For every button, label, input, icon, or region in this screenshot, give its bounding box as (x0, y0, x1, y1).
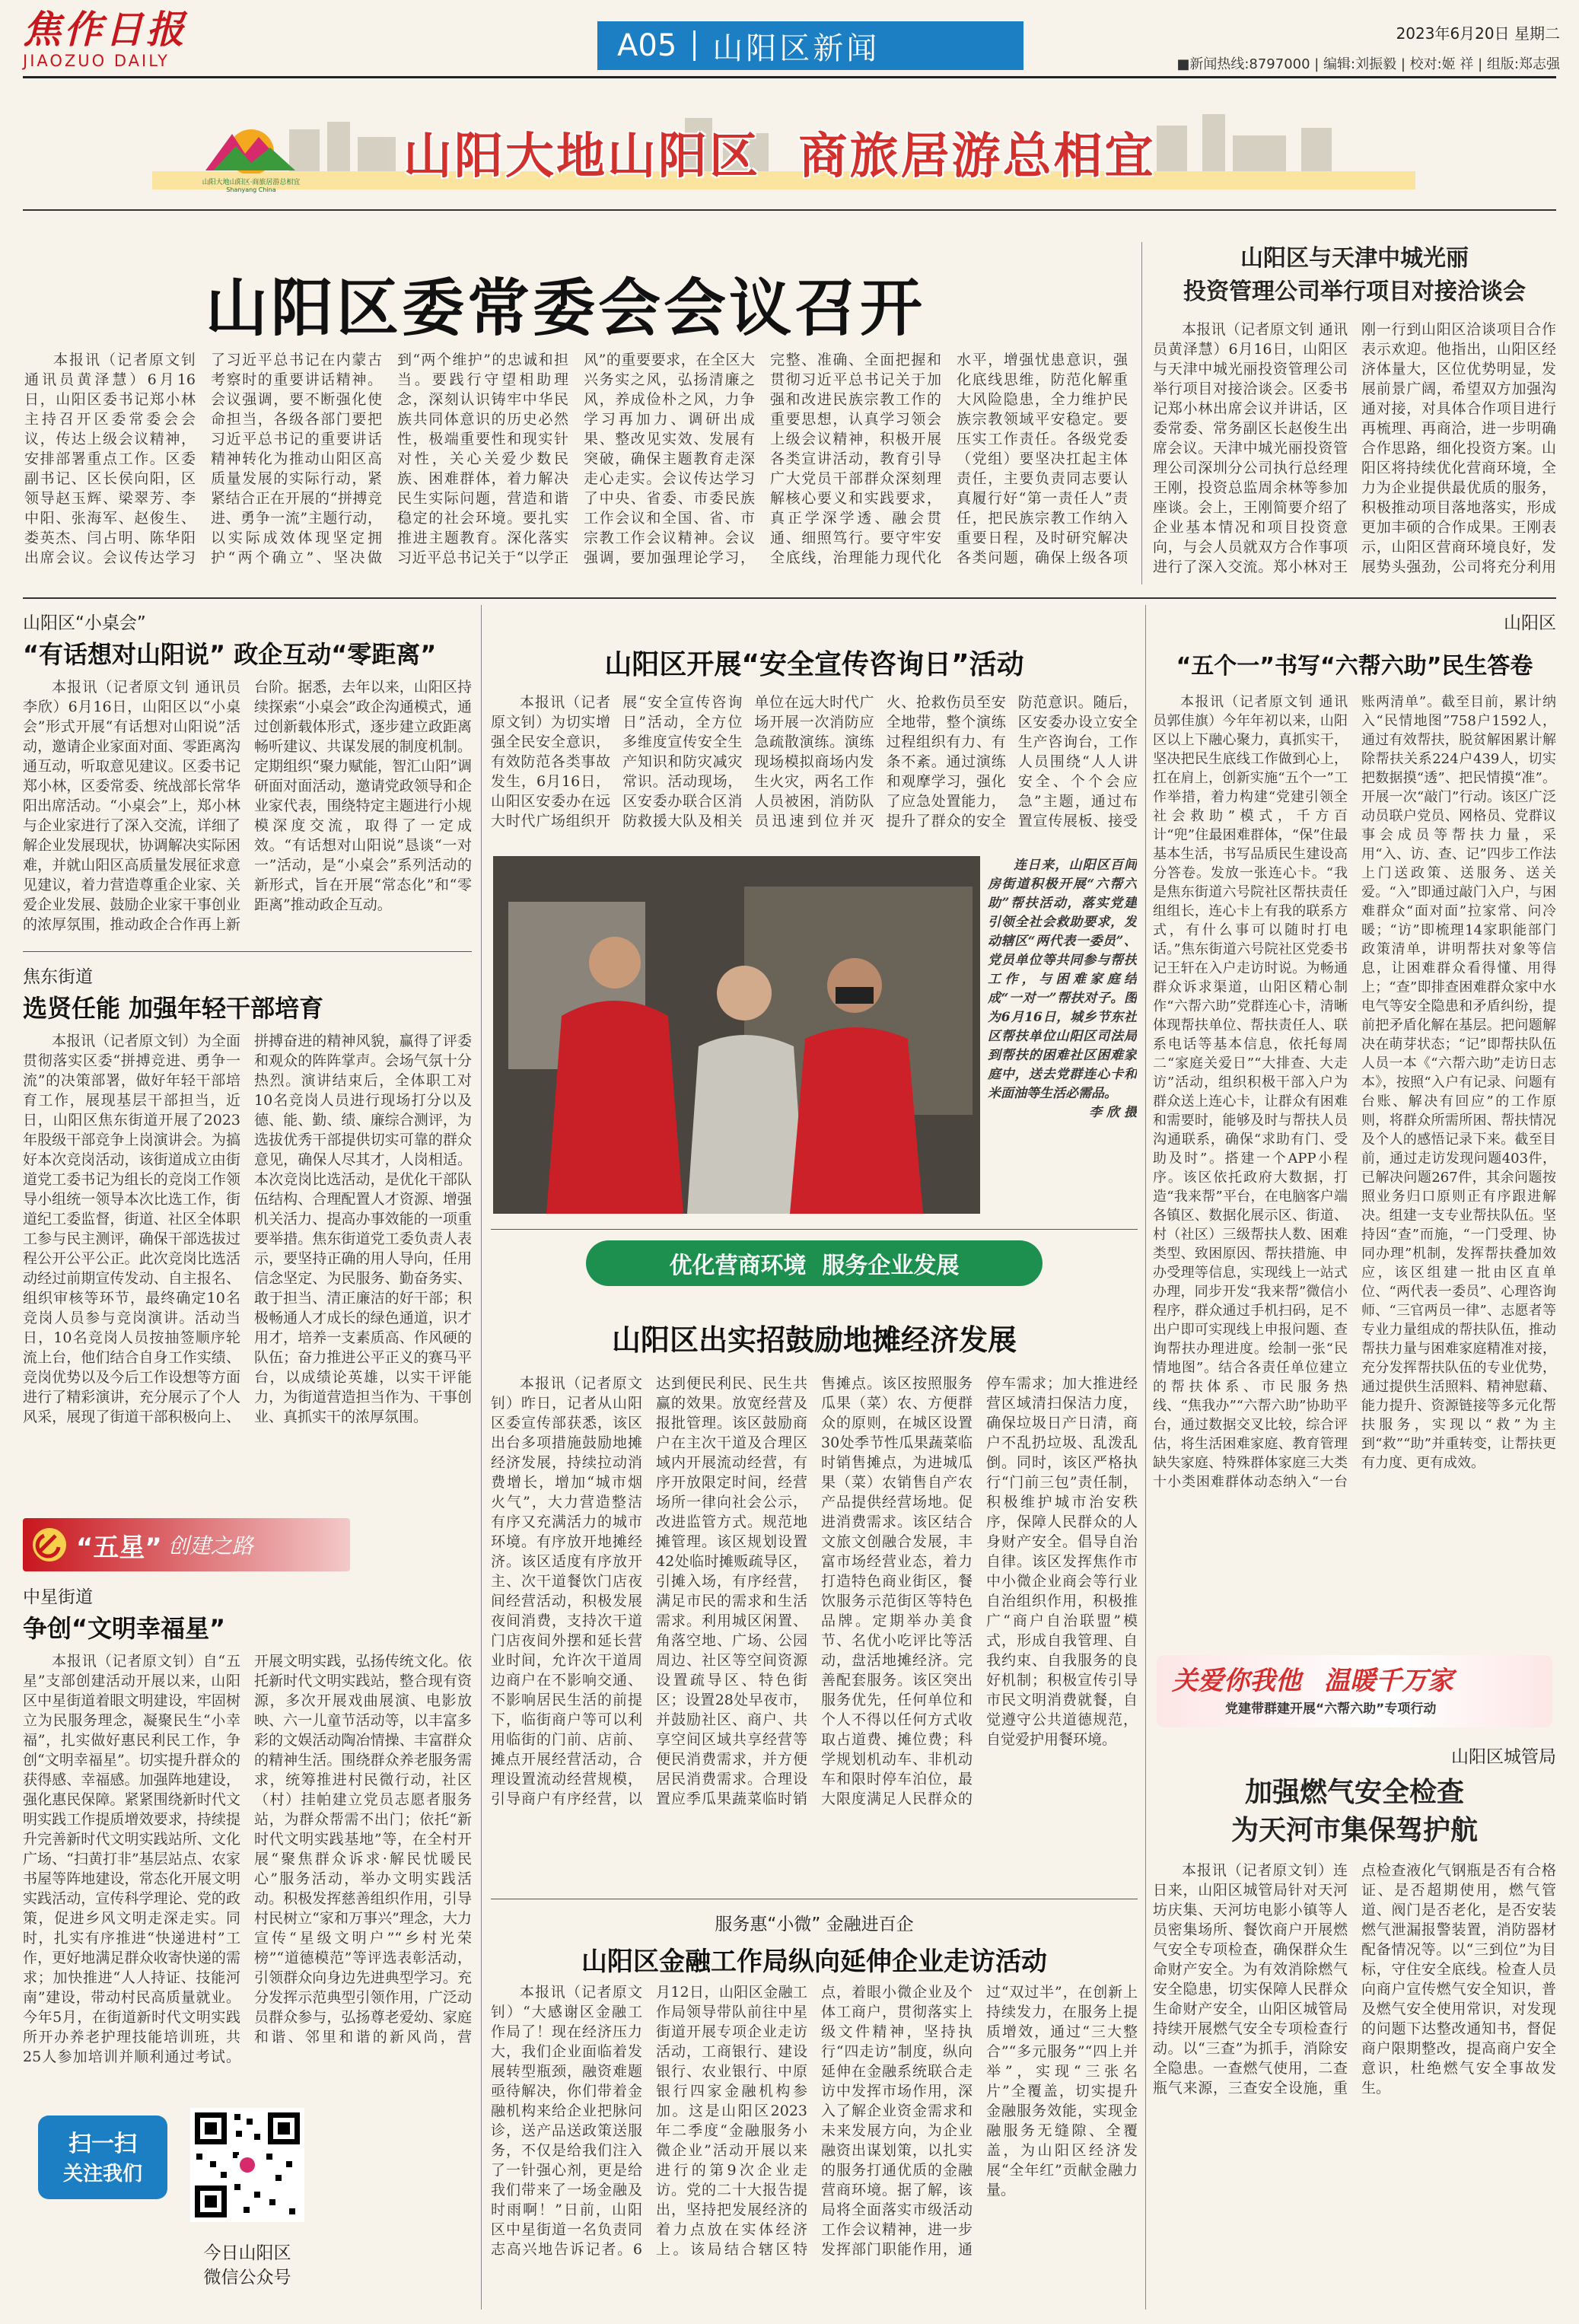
care-badge-main (1172, 1660, 1453, 1697)
desk-text: 本报讯（记者原文钊 通讯员李欣）6月16日，山阳区以“小桌会”形式开展“有话想对山阳说”活动，邀请企业家面对面、零距离沟通互动，听取意见建议。区委书记郑小林，区委常委、统战部长常华阳出席活动。“小桌会”上，郑小林与企业家进行了深入交流，详细了解企业发展现状，协调解决实际困难，并就山阳区高质量发展征求意见建议，着力营造尊重企业家、关爱企业发展、鼓励企业家干事创业的浓厚氛围，推动政企合作再上新台阶。据悉，去年以来，山阳区持续探索“小桌会”政企沟通模式，通过创新载体形式，逐步建立政距离畅听建议、共谋发展的制度机制。定期组织“聚力赋能，智汇山阳”调研面对面活动，邀请党政领导和企业家代表，围绕特定主题进行小规模深度交流，取得了一定成效。“有话想对山阳说”恳谈“一对一”活动，是“小桌会”系列活动的新形式，旨在开展“常态化”和“零距离”推动政企互动。 (23, 679, 472, 933)
column-divider (1145, 605, 1146, 2310)
five-star-kicker: 中星街道 (23, 1587, 93, 1607)
finance-text: 本报讯（记者原文钊）“大感谢区金融工作局了！现在经济压力大，我们企业面临着发展转型瓶颈，融资难题亟待解决，你们带着金融机构来给企业把脉问诊，送产品送政策送服务，不仅是给我们注入了一针强心剂，更是给我们带来了一场金融及时雨啊！”日前，山阳区中星街道一名负责同志高兴地告诉记者。6月12日，山阳区金融工作局领导带队前往中星街道开展专项企业走访活动，工商银行、建设银行、农业银行、中原银行四家金融机构参加。这是山阳区2023年二季度“金融服务小微企业”活动开展以来进行的第9次企业走访。党的二十大报告提出，坚持把发展经济的着力点放在实体经济上。该局结合辖区特点，着眼小微企业及个体工商户，贯彻落实上级文件精神，坚持执行“四走访”制度，纵向延伸在金融系统联合走访中发挥市场作用，深入了解企业资金需求和未来发展方向，为企业融资出谋划策，以扎实的服务打通优质的金融营商环境。据了解，该局将全面落实市级活动工作会议精神，进一步发挥部门职能作用，通过“双过半”，在创新上持续发力，在服务上提质增效，通过“三大整合”“多元服务”“四上并举”，实现“三张名片”全覆盖，切实提升金融服务效能，实现金融服务无缝隙、全覆盖，为山阳区经济发展“全年红”贡献金融力量。 (491, 1984, 1138, 2258)
page-number-badge (597, 21, 1023, 70)
five-star-title: 争创“文明幸福星” (23, 1614, 226, 1643)
banner-rule (23, 209, 1556, 211)
five-one-text: 本报讯（记者原文钊 通讯员郭佳旗）今年年初以来，山阳区以上下融心聚力，真抓实干，坚决把民生底线工作做到心上，扛在肩上，创新实施“五个一”工作举措，着力构建“党建引领全社会救助”模式，千方百计“兜”住最困难群体，“保”住最基本生活，书写品质民生建设高分答卷。发放一张连心卡。“我是焦东街道六号院社区帮扶责任组组长，连心卡上有我的联系方式，有什么事可以随时打电话。”焦东街道六号院社区党委书记王轩在入户走访时说。为畅通群众诉求渠道，山阳区精心制作“六帮六助”党群连心卡，清晰体现帮扶单位、帮扶责任人、联系电话等基本信息，依托每周二“家庭关爱日”“大排查、大走访”活动，组织积极干部入户为群众送上连心卡，让群众有困难和需要时，能够及时与帮扶人员沟通联系，确保“求助有门、受助及时”。搭建一个APP小程序。该区依托政府大数据，打造“我来帮”平台，在电脑客户端各镇区、数据化展示区、街道、村（社区）三级帮扶人数、困难类型、致困原因、帮扶措施、申办受理等信息，实现线上一站式办理，同步开发“我来帮”微信小程序，群众通过手机扫码，足不出户即可实现线上申报问题、查询帮扶办理进度。绘制一张“民情地图”。结合各责任单位建立的帮扶体系、市民服务热线、“焦我办”“六帮六助”协助平台，通过数据交叉比较，综合评估，将生活困难家庭、教育管理缺失家庭、特殊群体家庭三大类十小类困难群体动态纳入“一台账两清单”。截至目前，累计纳入“民情地图”758户1592人，通过有效帮扶，脱贫解困累计解除帮扶关系224户439人，切实把数据摸“透”、把民情摸“准”。开展一次“敲门”行动。该区广泛动员联户党员、网格员、党群议事会成员等帮扶力量，采用“入、访、查、记”四步工作法上门送政策、送服务、送关爱。“入”即通过敲门入户，与困难群众“面对面”拉家常、问冷暖；“访”即梳理14家职能部门政策清单，讲明帮扶对象等信息，让困难群众看得懂、用得上；“查”即排查困难群众家中水电气等安全隐患和矛盾纠纷，提前把矛盾化解在基层。把问题解决在萌芽状态；“记”即帮扶队伍人员一本《“六帮六助”走访日志本》，按照“入户有记录、问题有台账、解决有回应”的工作原则，将群众所需所困、帮扶情况及个人的感悟记录下来。截至目前，通过走访发现问题403件，已解决问题267件，其余问题按照业务归口原则正有序跟进解决。组建一支专业帮扶队伍。坚持因“查”而施，“一门受理、协同办理”机制，发挥帮扶叠加效应，该区组建一批由区直单位、“两代表一委员”、心理咨询师、“三官两员一律”、志愿者等专业力量组成的帮扶队伍，推动帮扶力量与困难家庭精准对接，充分发挥帮扶队伍的专业优势，通过提供生活照料、精神慰藉、能力提升、资源链接等多元化帮扶服务，实现以“救”为主到“救”“助”并重转变，让帮扶更有力度、更有成效。 (1153, 694, 1556, 1490)
qr-block (23, 2100, 342, 2306)
safety-text: 本报讯（记者原文钊）为切实增强全民安全意识，有效防范各类事故发生，6月16日，山阳区安委办在远大时代广场组织开展“安全宣传咨询日”活动，全方位多维度宣传安全生产知识和防灾减灾常识。活动现场，区安委办联合区消防救援大队及相关单位在远大时代广场开展一次消防应急疏散演练。演练现场模拟商场内发生火灾，两名工作人员被困，消防队员迅速到位并灭火、抢救伤员至安全地带，整个演练过程组织有力、有条不紊。通过演练和观摩学习，强化了应急处置能力，提升了群众的安全防范意识。随后，区安委办设立安全生产咨询台，工作人员围绕“人人讲安全、个个会应急”主题，通过布置宣传展板、接受 (491, 694, 1138, 829)
qr-label-line-2: 微信公众号 (203, 2268, 291, 2287)
qr-label (137, 2241, 358, 2290)
qr-scan-line-2: 关注我们 (62, 2163, 142, 2186)
photo-caption (988, 856, 1137, 1214)
main-article-title: 山阳区委常委会会议召开 (205, 272, 926, 345)
youth-title: 选贤任能 加强年轻干部培育 (23, 994, 324, 1023)
issue-date: 2023年6月20日 星期二 (1396, 24, 1560, 43)
masthead-rule (23, 76, 1556, 78)
youth-body (23, 1031, 472, 1503)
qr-scan-badge (38, 2115, 167, 2199)
business-env-badge-text: 优化营商环境 服务企业发展 (669, 1253, 960, 1279)
qr-label-line-1: 今日山阳区 (203, 2243, 291, 2263)
section-name: 山阳区新闻 (712, 30, 880, 66)
gas-title-line-1: 加强燃气安全检查 (1244, 1776, 1464, 1808)
safety-title: 山阳区开展“安全宣传咨询日”活动 (604, 649, 1024, 680)
editor-credits: ■新闻热线:8797000 | 编辑:刘振毅 | 校对:姬 祥 | 组版:郑志强 (1176, 56, 1560, 72)
youth-kicker: 焦东街道 (23, 967, 93, 987)
tianjin-title-line-2: 投资管理公司举行项目对接洽谈会 (1183, 279, 1526, 305)
news-photo (493, 856, 980, 1214)
care-badge-a: 关爱你我他 (1172, 1666, 1301, 1696)
desk-title: “有话想对山阳说” 政企互动“零距离” (23, 640, 437, 669)
volunteers-photo-icon (493, 856, 980, 1214)
business-env-text: 本报讯（记者原文钊）昨日，记者从山阳区委宣传部获悉，该区出台多项措施鼓励地摊经济发展，持续拉动消费增长，增加“城市烟火气”，大力营造整洁有序又充满活力的城市环境。有序放开地摊经济。该区适度有序放开主、次干道餐饮门店夜间经营活动，积极发展夜间消费，支持次干道门店夜间外摆和延长营业时间，允许次干道周边商户在不影响交通、不影响居民生活的前提下，临街商户等可以利用临街的门前、店前、摊点开展经营活动，合理设置流动经营规模，引导商户有序经营，以达到便民利民、民生共赢的效果。放宽经营及报批管理。该区鼓励商户在主次干道及合理区域内开展流动经营，有序开放限定时间，经营场所一律向社会公示，改进监管方式。规范地摊管理。该区规划设置42处临时摊贩疏导区，引摊入场，有序经营，满足市民的需求和生活需求。利用城区闲置、角落空地、广场、公园周边、社区等空间资源设置疏导区、特色街区；设置28处早夜市，并鼓励社区、商户、共享空间区域共享经营等便民消费需求，并方便居民消费需求。合理设置应季瓜果蔬菜临时销售摊点。该区按照服务瓜果（菜）农、方便群众的原则，在城区设置30处季节性瓜果蔬菜临时销售摊点，为进城瓜果（菜）农销售自产农产品提供经营场地。促进消费需求。该区结合文旅文创融合发展，丰富市场经营业态，着力打造特色商业街区，餐饮服务示范街区等特色品牌。定期举办美食节、名优小吃评比等活动，盘活地摊经济。完善配套服务。该区突出服务优先，任何单位和个人不得以任何方式收取占道费、摊位费；科学规划机动车、非机动车和限时停车泊位，最大限度满足人民群众的停车需求；加大推进经营区域清扫保洁力度，确保垃圾日产日清，商户不乱扔垃圾、乱泼乱倒。同时，该区严格执行“门前三包”责任制，积极维护城市治安秩序，保障人民群众的人身财产安全。倡导自治自律。该区发挥焦作市中小微企业商会等行业自治组织作用，积极推广“商户自治联盟”模式，形成自我管理、自我约束、自我服务的良好机制；积极宣传引导市民文明消费就餐，自觉遵守公共道德规范，自觉爱护用餐环境。 (491, 1375, 1138, 1807)
finance-body (491, 1982, 1138, 2294)
gas-title-line-2: 为天河市集保驾护航 (1230, 1814, 1478, 1846)
desk-kicker: 山阳区“小桌会” (23, 613, 146, 633)
youth-text: 本报讯（记者原文钊）为全面贯彻落实区委“拼搏竞进、勇争一流”的决策部署，做好年轻干部培育工作，展现基层干部担当，近日，山阳区焦东街道开展了2023年股级干部竞争上岗演讲会。为搞好本次竞岗活动，该街道成立由街道党工委书记为组长的竞岗工作领导小组统一领导本次比选工作，街道纪工委监督，街道、社区全体职工参与民主测评，确保干部选拔过程公开公平公正。此次竞岗比选活动经过前期宣传发动、自主报名、组织审核等环节，最终确定10名竞岗人员参与竞岗演讲。活动当日，10名竞岗人员按抽签顺序轮流上台，他们结合自身工作实绩、竞岗优势以及今后工作设想等方面进行了精彩演讲，充分展示了个人风采，展现了街道干部积极向上、拼搏奋进的精神风貌，赢得了评委和观众的阵阵掌声。会场气氛十分热烈。演讲结束后，全体职工对10名竞岗人员进行现场打分以及德、能、勤、绩、廉综合测评，为选拔优秀干部提供切实可靠的群众意见，确保人尽其才，人岗相适。本次竞岗比选活动，是优化干部队伍结构、合理配置人才资源、增强机关活力、提高办事效能的一项重要举措。焦东街道党工委负责人表示，要坚持正确的用人导向，任用信念坚定、为民服务、勤奋务实、敢于担当、清正廉洁的好干部；积极畅通人才成长的绿色通道，识才用才，培养一支素质高、作风硬的队伍；奋力推进公平正义的赛马平台，以成绩论英雄，以实干评能力，为街道营造担当作为、干事创业、真抓实干的浓厚氛围。 (23, 1033, 472, 1425)
page-number: A05 (617, 28, 677, 63)
photo-caption-text: 连日来，山阳区百间房街道积极开展“六帮六助”帮扶活动，落实党建引领全社会救助要求，发动辖区“两代表一委员”、党员单位等共同参与帮扶工作，与困难家庭结成“一对一”帮扶对子。图为6月16日，城乡节东社区帮扶单位山阳区司法局到帮扶的困难社区困难家庭中，送去党群连心卡和米面油等生活必需品。 (988, 858, 1137, 1101)
care-badge-b: 温暖千万家 (1323, 1666, 1453, 1696)
business-env-body (491, 1374, 1138, 1883)
tianjin-title-line-1: 山阳区与天津中城光丽 (1240, 245, 1469, 272)
column-divider (481, 605, 482, 2310)
mountain-emblem-icon (198, 120, 304, 174)
photo-author: 李 欣 摄 (1089, 1105, 1137, 1120)
five-one-kicker: 山阳区 (1504, 613, 1556, 633)
main-article-text: 本报讯（记者原文钊 通讯员黄泽慧）6月16日，山阳区委书记郑小林主持召开区委常委会会议，传达上级会议精神，安排部署重点工作。区委副书记、区长侯向阳，区领导赵玉辉、梁翠芳、李中阳、张海军、赵俊生、娄英杰、闫占明、陈华阳出席会议。会议传达学习了习近平总书记在内蒙古考察时的重要讲话精神。会议强调，要不断强化使命担当，各级各部门要把习近平总书记的重要讲话精神转化为推动山阳区高质量发展的实际行动，紧紧结合正在开展的“拼搏竞进、勇争一流”主题行动，以实际成效体现坚定拥护“两个确立”、坚决做到“两个维护”的忠诚和担当。要践行守望相助理念，深刻认识铸牢中华民族共同体意识的历史必然性，极端重要性和现实针对性，关心关爱少数民族、困难群体，着力解决民生实际问题，营造和谐稳定的社会环境。要扎实推进主题教育。深化落实习近平总书记关于“以学正风”的重要要求，在全区大兴务实之风，弘扬清廉之风，养成俭朴之风，力争学习再加力、调研出成果、整改见实效、发展有突破，确保主题教育走深走心走实。会议传达学习了中央、省委、市委民族工作会议和全国、省、市宗教工作会议精神。会议强调，要加强理论学习，完整、准确、全面把握和贯彻习近平总书记关于加强和改进民族宗教工作的重要思想，认真学习领会上级会议精神，积极开展各类宣讲活动，教育引导广大党员干部群众深刻理解核心要义和实践要求，真正学深学透、融会贯通、细照笃行。要守牢安全底线，治理能力现代化水平，增强忧患意识，强化底线思维，防范化解重大风险隐患，全力维护民族宗教领域平安稳定。要压实工作责任。各级党委（党组）要坚决扛起主体责任，主要负责同志要认真履行好“第一责任人”责任，把民族宗教工作纳入重要日程，及时研究解决各类问题，确保上级各项 (24, 352, 1128, 566)
desk-body (23, 677, 472, 944)
five-star-body (23, 1651, 472, 2085)
masthead (0, 0, 1579, 114)
section-rule (23, 597, 1556, 599)
gas-kicker: 山阳区城管局 (1451, 1747, 1556, 1767)
gas-body (1153, 1861, 1556, 2302)
qr-code-icon[interactable] (190, 2108, 304, 2222)
finance-kicker: 服务惠“小微” 金融进百企 (715, 1915, 914, 1934)
safety-body (491, 692, 1138, 837)
banner-slogan: 山阳大地山阳区 商旅居游总相宜 (403, 129, 1156, 185)
desk-rule (23, 951, 472, 952)
gas-text: 本报讯（记者原文钊）连日来，山阳区城管局针对天河坊庆集、天河坊电影小镇等人员密集场所、餐饮商户开展燃气安全专项检查，确保群众生命财产安全。为有效消除燃气安全隐患，切实保障人民群众生命财产安全，山阳区城管局持续开展燃气安全专项检查行动。以“三查”为抓手，消除安全隐患。一查燃气使用，二查瓶气来源，三查安全设施，重点检查液化气钢瓶是否有合格证、是否超期使用，燃气管道、阀门是否老化，是否安装燃气泄漏报警装置，消防器材配备情况等。以“三到位”为目标，守住安全底线。检查人员向商户宣传燃气安全知识，普及燃气安全使用常识，对发现的问题下达整改通知书，督促商户限期整改，提高商户安全意识，杜绝燃气安全事故发生。 (1153, 1862, 1556, 2096)
finance-title: 山阳区金融工作局纵向延伸企业走访活动 (581, 1947, 1047, 1977)
page-divider (693, 30, 696, 61)
tianjin-body (1153, 320, 1556, 582)
newspaper-logo-cn: 焦作日报 (23, 7, 187, 52)
emblem-caption-en: Shanyang China (226, 186, 276, 193)
care-badge-sub: 党建带群建开展“六帮六助”专项行动 (1225, 1702, 1437, 1717)
party-emblem-icon (30, 1526, 68, 1564)
five-star-badge-text: “五星” (76, 1532, 162, 1563)
column-divider (1141, 242, 1142, 584)
five-one-body (1153, 692, 1556, 1644)
five-star-badge (23, 1518, 350, 1571)
tianjin-text: 本报讯（记者原文钊 通讯员黄泽慧）6月16日，山阳区与天津中城光丽投资管理公司举行项目对接洽谈会。区委书记郑小林出席会议并讲话，区委常委、常务副区长赵俊生出席会议。天津中城光丽投资管理公司深圳分公司执行总经理王刚，投资总监周余林等参加座谈。会上，王刚简要介绍了企业基本情况和项目投资意向，与会人员就双方合作事项进行了深入交流。郑小林对王刚一行到山阳区洽谈项目合作表示欢迎。他指出，山阳区经济体量大，区位优势明显，发展前景广阔，希望双方加强沟通对接，对具体合作项目进行再梳理、再商洽，进一步明确合作思路，细化投资方案。山阳区将持续优化营商环境，全力为企业提供最优质的服务，积极推动项目落地落实，形成更加丰硕的合作成果。王刚表示，山阳区营商环境良好，发展势头强劲，公司将充分利用 (1153, 321, 1556, 575)
main-article-body (24, 350, 1128, 578)
qr-scan-line-1: 扫一扫 (68, 2131, 137, 2157)
banner (152, 107, 1415, 198)
five-one-title: “五个一”书写“六帮六助”民生答卷 (1176, 653, 1533, 680)
newspaper-logo-en: JIAOZUO DAILY (23, 52, 170, 70)
middle-rule (491, 1229, 1138, 1230)
care-badge (1157, 1655, 1552, 1727)
tianjin-title (1153, 242, 1556, 309)
business-env-title: 山阳区出实招鼓励地摊经济发展 (611, 1323, 1017, 1357)
banner-emblem (198, 120, 304, 196)
gas-title (1153, 1773, 1556, 1849)
five-star-text: 本报讯（记者原文钊）自“五星”支部创建活动开展以来，山阳区中星街道着眼文明建设，牢固树立为民服务理念，凝聚民生“小幸福”，扎实做好惠民利民工作，争创“文明幸福星”。切实提升群众的获得感、幸福感。加强阵地建设，强化惠民保障。紧紧围绕新时代文明实践工作提质增效要求，持续提升完善新时代文明实践站所、文化广场、“扫黄打非”基层站点、农家书屋等阵地建设，常态化开展文明实践活动，宣传科学理论、党的政策，促进乡风文明走深走实。同时，扎实有序推进“快递进村”工作，更好地满足群众收寄快递的需求；加快推进“人人持证、技能河南”建设，带动村民高质量就业。今年5月，在街道新时代文明实践所开办养老护理技能培训班，共25人参加培训并顺利通过考试。开展文明实践，弘扬传统文化。依托新时代文明实践站，整合现有资源，多次开展戏曲展演、电影放映、六一儿童节活动等，以丰富多彩的文娱活动陶冶情操、丰富群众的精神生活。围绕群众养老服务需求，统筹推进村民微行动，社区（村）挂帕建立党员志愿者服务站，为群众帮需不出门；依托“新时代文明实践基地”等，在全村开展“聚焦群众诉求·解民忧暖民心”服务活动，举办文明实践活动。积极发挥慈善组织作用，引导村民树立“家和万事兴”理念，大力宣传“星级文明户”“乡村光荣榜”“道德模范”等评选表彰活动，引领群众向身边先进典型学习。充分发挥示范典型引领作用，广泛动员群众参与，弘扬尊老爱幼、家庭和谐、邻里和谐的新风尚，营 (23, 1653, 472, 2065)
newspaper-logo (23, 8, 274, 70)
five-star-badge-tail: 创建之路 (167, 1533, 253, 1558)
emblem-caption: 山阳大地山阳区·商旅居游总相宜 (202, 179, 301, 186)
business-env-badge (586, 1240, 1043, 1286)
